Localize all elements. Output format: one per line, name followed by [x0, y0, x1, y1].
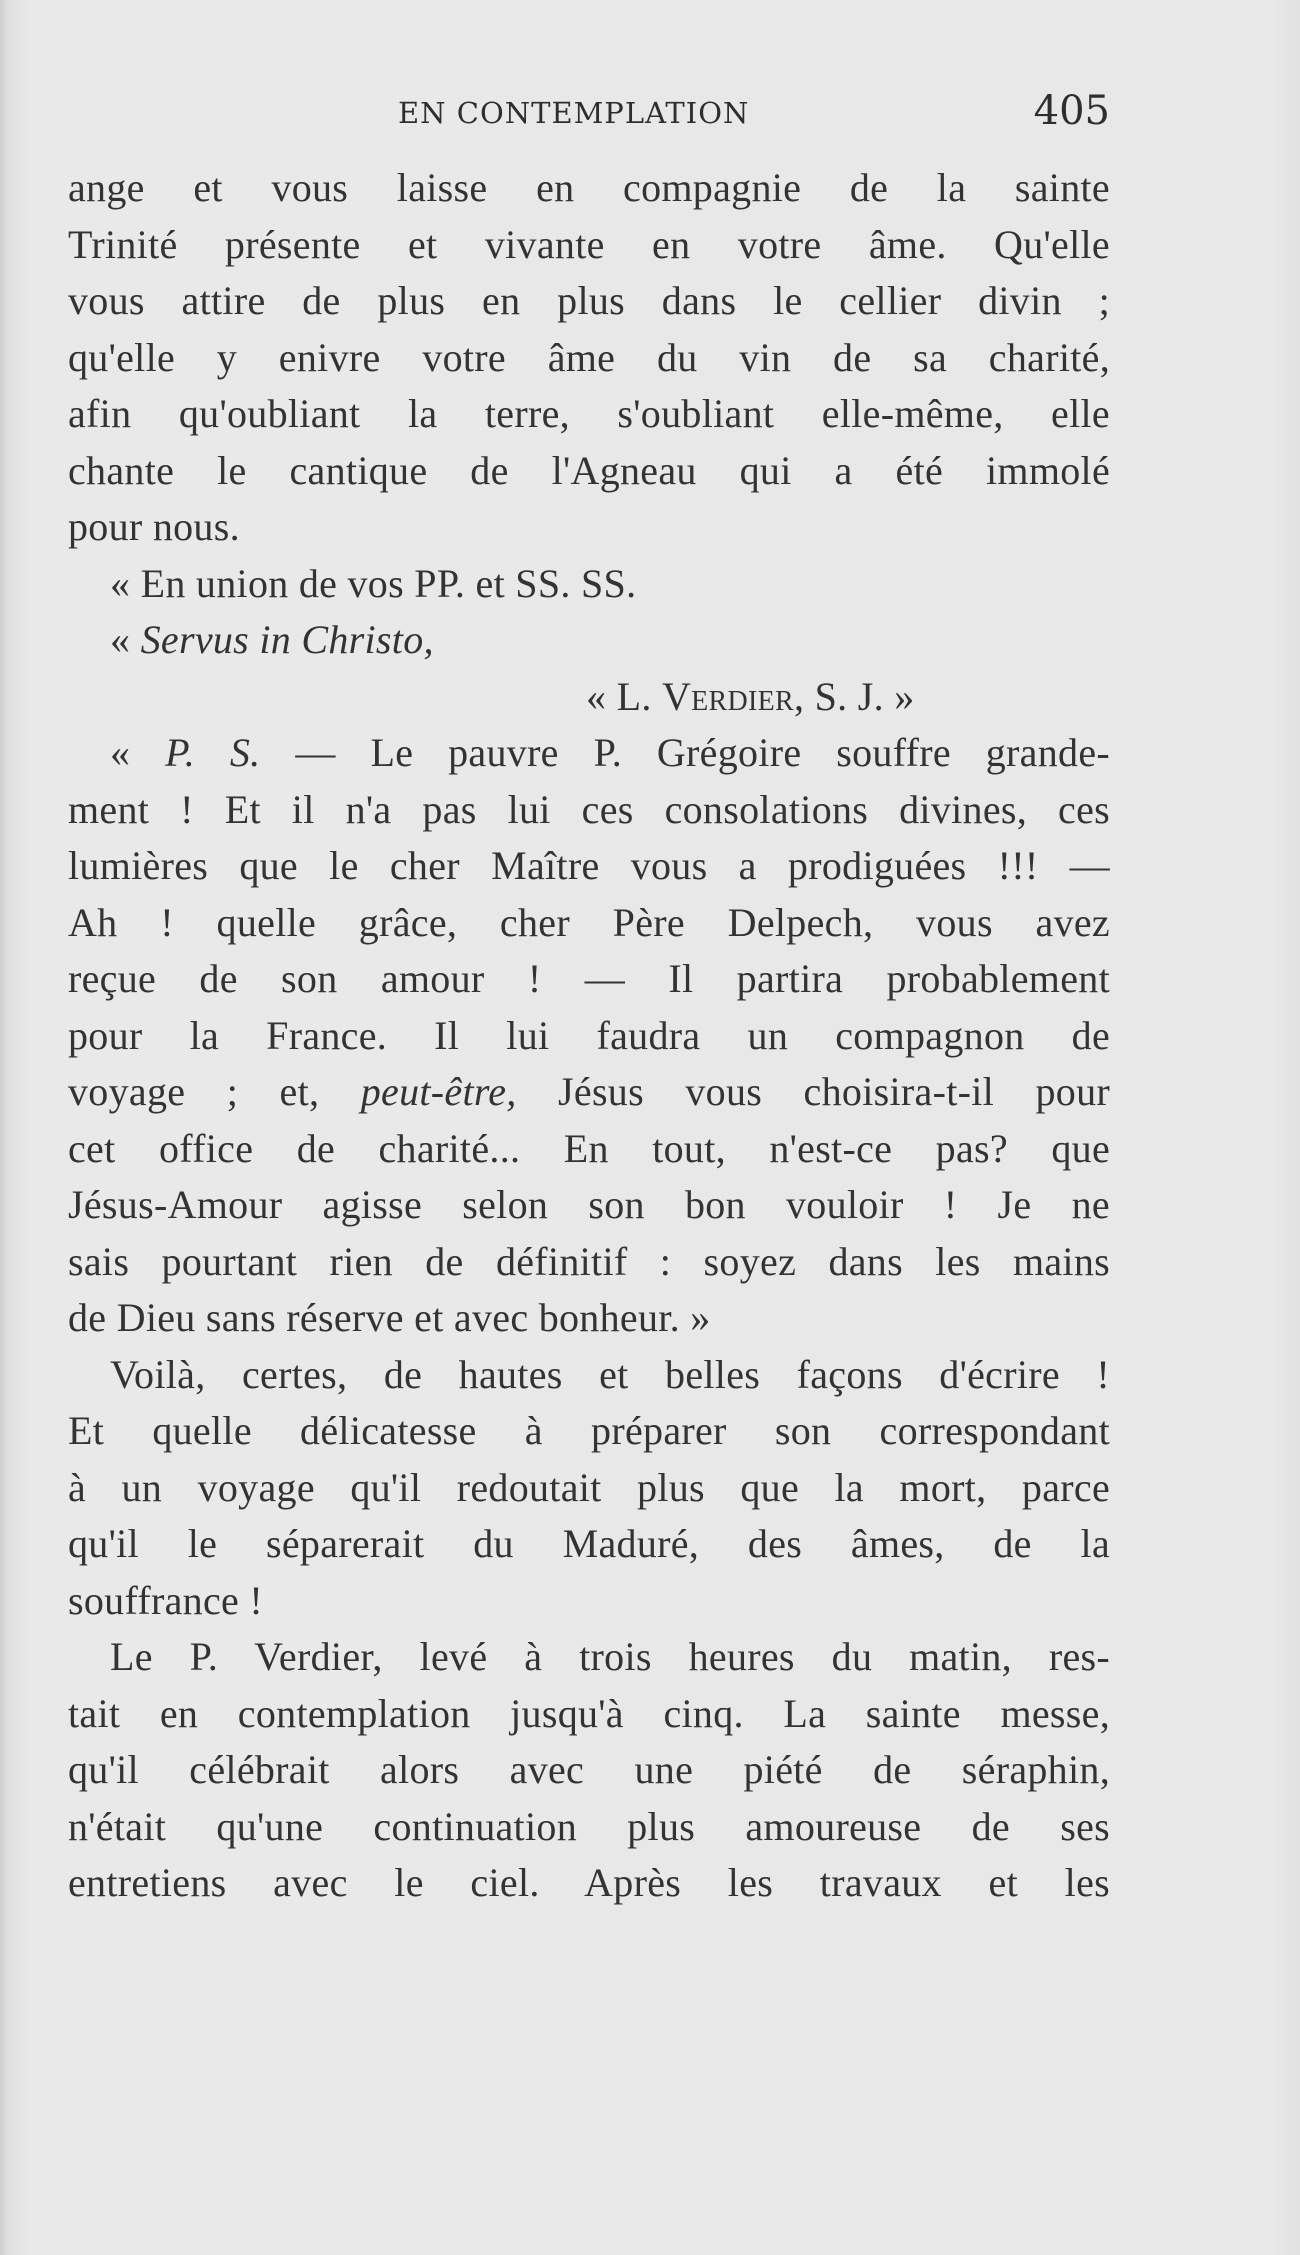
- text-line: lumières que le cher Maître vous a prodiguées !!! —: [68, 843, 1110, 888]
- running-head: EN CONTEMPLATION: [398, 96, 750, 130]
- paragraph-start: Le P. Verdier, levé à trois heures du matin, res-: [110, 1634, 1110, 1679]
- postscript-label: P. S.: [165, 730, 261, 775]
- text-line: sais pourtant rien de définitif : soyez dans les mains: [68, 1238, 1110, 1284]
- body-text: [68, 160, 1110, 1912]
- page-header: [68, 88, 1110, 138]
- text-line: à un voyage qu'il redoutait plus que la mort, parce: [68, 1464, 1110, 1510]
- voyage-start: voyage ; et,: [68, 1069, 361, 1114]
- union-line: « En union de vos PP. et SS. SS.: [110, 560, 637, 606]
- text-line: qu'elle y enivre votre âme du vin de sa charité,: [68, 334, 1110, 380]
- text-line: reçue de son amour ! — Il partira probablement: [68, 956, 1110, 1001]
- text-line: Trinité présente et vivante en votre âme. Qu'elle: [68, 221, 1110, 267]
- postscript-quote: «: [110, 730, 166, 775]
- text-line: cet office de charité... En tout, n'est-ce pas? que: [68, 1125, 1110, 1171]
- page-edge-shadow: [0, 0, 8, 2255]
- paragraph-start: Voilà, certes, de hautes et belles façons d'écrire !: [110, 1351, 1110, 1397]
- text-line: vous attire de plus en plus dans le cellier divin ;: [68, 278, 1110, 323]
- text-line: Ah ! quelle grâce, cher Père Delpech, vous avez: [68, 899, 1110, 945]
- text-line: chante le cantique de l'Agneau qui a été immolé: [68, 447, 1110, 493]
- signature-line: [68, 669, 1110, 726]
- signature-open: « L.: [586, 673, 662, 719]
- signature-name: Verdier: [661, 673, 795, 719]
- text-line: Jésus-Amour agisse selon son bon vouloir ! Je ne: [68, 1182, 1110, 1227]
- signature-close: , S. J. »: [794, 673, 915, 719]
- closing-line: [68, 612, 1110, 669]
- page-number: 405: [1033, 88, 1110, 134]
- text-line: ment ! Et il n'a pas lui ces consolations divines, ces: [68, 786, 1110, 832]
- text-line: qu'il célébrait alors avec une piété de séraphin,: [68, 1747, 1110, 1792]
- text-line: pour la France. Il lui faudra un compagnon de: [68, 1012, 1110, 1058]
- text-line: n'était qu'une continuation plus amoureuse de ses: [68, 1803, 1110, 1849]
- text-line: [68, 1064, 1110, 1121]
- voyage-italic: peut-être,: [360, 1069, 517, 1114]
- closing-formula: Servus in Christo,: [140, 617, 434, 662]
- text-line: afin qu'oubliant la terre, s'oubliant elle-même, elle: [68, 391, 1110, 436]
- text-line: pour nous.: [68, 504, 240, 549]
- text-line: souffrance !: [68, 1577, 263, 1623]
- text-line: entretiens avec le ciel. Après les travaux et les: [68, 1860, 1110, 1905]
- voyage-end: Jésus vous choisira-t-il pour: [516, 1069, 1110, 1114]
- closing-quote: «: [110, 617, 141, 662]
- text-line: qu'il le séparerait du Maduré, des âmes, de la: [68, 1521, 1110, 1566]
- postscript-text: — Le pauvre P. Grégoire souffre grande-: [260, 730, 1110, 775]
- text-line: Et quelle délicatesse à préparer son correspondant: [68, 1408, 1110, 1453]
- text-line: ange et vous laisse en compagnie de la sainte: [68, 165, 1110, 210]
- text-line: de Dieu sans réserve et avec bonheur. »: [68, 1295, 711, 1340]
- postscript-line: [68, 725, 1110, 782]
- text-line: tait en contemplation jusqu'à cinq. La sainte messe,: [68, 1690, 1110, 1736]
